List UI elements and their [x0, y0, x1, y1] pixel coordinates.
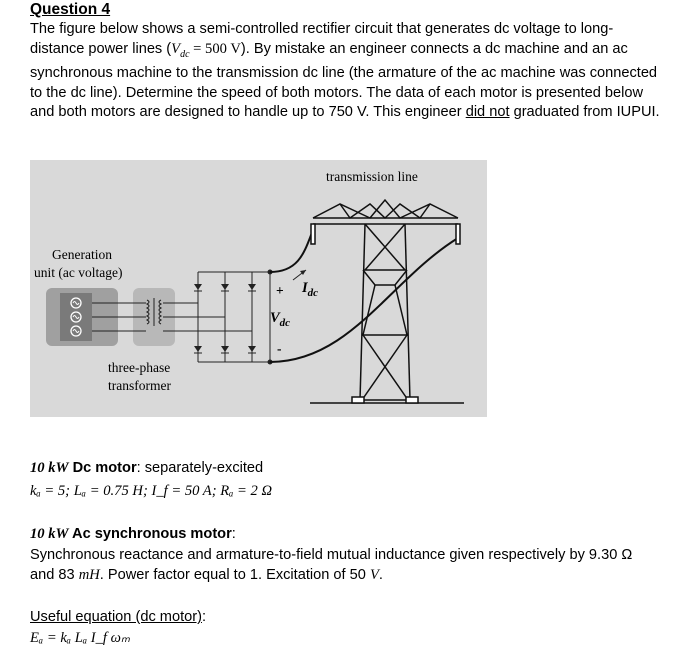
ac-motor-line-1: Synchronous reactance and armature-to-field mutual inductance given respectively by 9.30 Ω [30, 547, 633, 563]
dc-motor-params: kₐ = 5; Lₐ = 0.75 H; I_f = 50 A; Rₐ = 2 Ω [30, 483, 273, 499]
transformer-label: transformer [108, 378, 171, 393]
ac-motor-heading: 10 kW Ac synchronous motor: [30, 526, 236, 542]
did-not-text: did not [465, 104, 510, 121]
intro-text-3: graduated from IUPUI. [509, 104, 660, 121]
question-paragraph [30, 20, 660, 123]
intro-text-2: ). By mistake an engineer connects a dc machine and an ac synchronous machine to the transmission dc line (the armature of the ac machine was connected to the dc line). Determine the speed of both motors. The data of each motor is presented below and both motors are designed to handle up to 750 V. This engineer [30, 40, 658, 121]
transmission-line-label: transmission line [326, 169, 418, 184]
intro-text-1: The figure below shows a semi-controlled rectifier circuit that generates dc voltage to long-distance power lines ( [30, 21, 614, 57]
circuit-diagram [30, 160, 487, 417]
question-title: Question 4 [30, 1, 111, 18]
generation-label: Generation [52, 247, 112, 262]
vdc-value: = 500 V [189, 40, 241, 57]
idc-label: $I_{dc}$ [302, 280, 319, 299]
useful-equation-label: Useful equation (dc motor): [30, 609, 207, 625]
generation-unit-label: unit (ac voltage) [34, 265, 123, 280]
rectifier-figure [30, 160, 487, 417]
useful-equation: Eₐ = kₐ Lₐ I_f ωₘ [30, 630, 131, 646]
vdc-symbol: $V_{dc}$ [171, 40, 190, 60]
dc-positive-wire [270, 230, 313, 272]
ac-motor-line-2: and 83 mH. Power factor equal to 1. Excitation of 50 V. [30, 567, 383, 583]
three-phase-label: three-phase [108, 360, 171, 375]
dc-motor-heading: 10 kW Dc motor: separately-excited [30, 460, 264, 476]
plus-sign: + [276, 283, 284, 298]
vdc-label: $V_{dc}$ [270, 310, 291, 329]
transmission-tower-icon [310, 200, 464, 403]
minus-sign: - [277, 341, 282, 356]
